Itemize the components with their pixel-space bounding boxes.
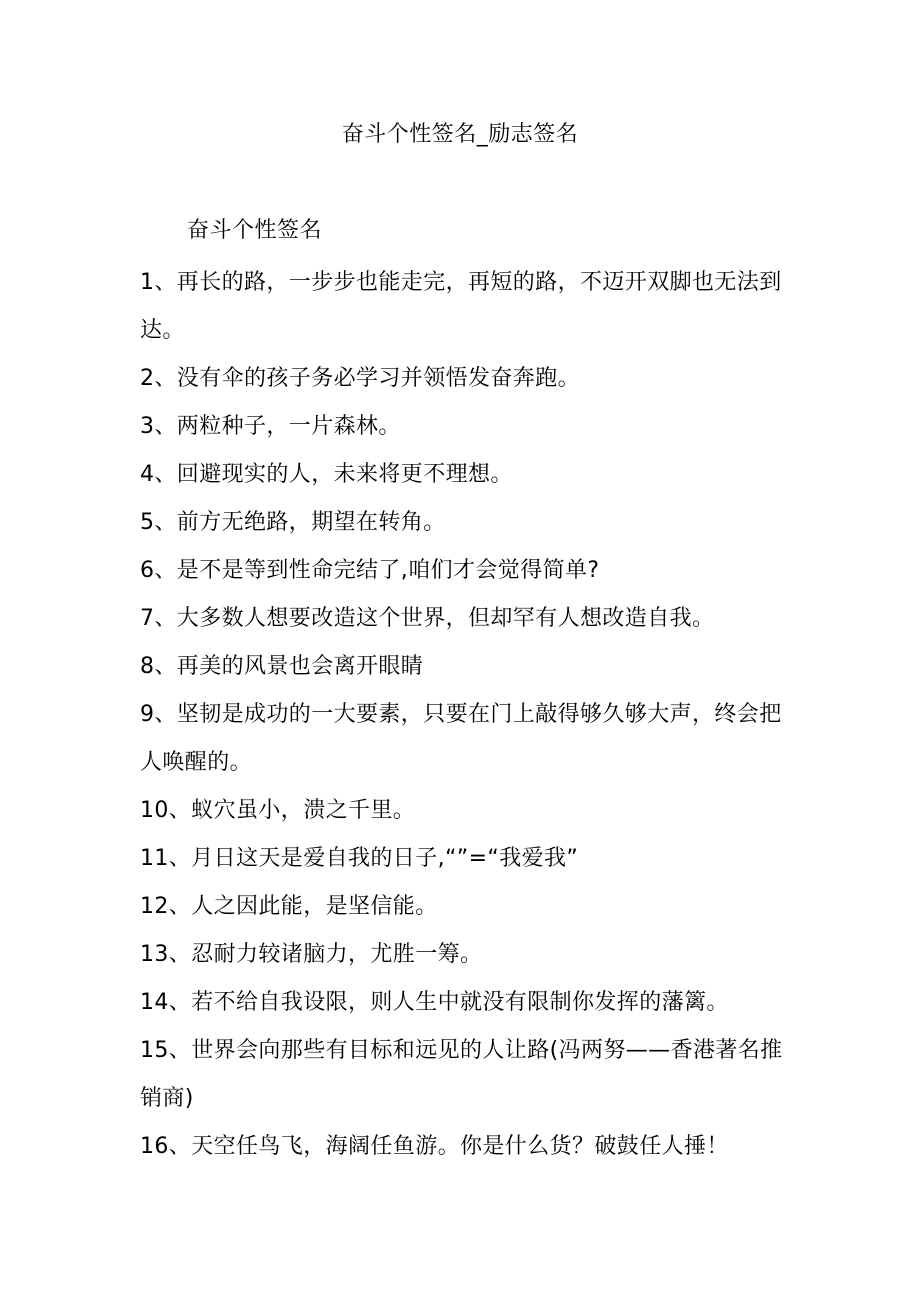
list-item: 6、是不是等到性命完结了,咱们才会觉得简单?	[140, 558, 600, 583]
list-item: 13、忍耐力较诸脑力，尤胜一筹。	[140, 942, 483, 967]
list-item: 16、天空任鸟飞，海阔任鱼游。你是什么货？破鼓任人捶！	[140, 1134, 729, 1159]
list-item: 3、两粒种子，一片森林。	[140, 414, 401, 439]
document-title: 奋斗个性签名_励志签名	[341, 122, 579, 147]
list-item: 15、世界会向那些有目标和远见的人让路(冯两努——香港著名推销商)	[140, 1038, 783, 1111]
list-item: 10、蚁穴虽小，溃之千里。	[140, 798, 416, 823]
list-item: 12、人之因此能，是坚信能。	[140, 894, 438, 919]
list-item: 5、前方无绝路，期望在转角。	[140, 510, 446, 535]
list-item: 8、再美的风景也会离开眼睛	[140, 654, 424, 679]
list-item: 2、没有伞的孩子务必学习并领悟发奋奔跑。	[140, 366, 580, 391]
section-subtitle: 奋斗个性签名	[187, 218, 323, 243]
list-item: 14、若不给自我设限，则人生中就没有限制你发挥的藩篱。	[140, 990, 729, 1015]
list-item: 11、月日这天是爱自我的日子,“”=“我爱我”	[140, 846, 579, 871]
list-item: 4、回避现实的人，未来将更不理想。	[140, 462, 513, 487]
list-item: 1、再长的路，一步步也能走完，再短的路，不迈开双脚也无法到达。	[140, 270, 782, 343]
list-item: 7、大多数人想要改造这个世界，但却罕有人想改造自我。	[140, 606, 715, 631]
list-item: 9、坚韧是成功的一大要素，只要在门上敲得够久够大声，终会把人唤醒的。	[140, 702, 782, 775]
signature-list	[140, 259, 800, 1171]
